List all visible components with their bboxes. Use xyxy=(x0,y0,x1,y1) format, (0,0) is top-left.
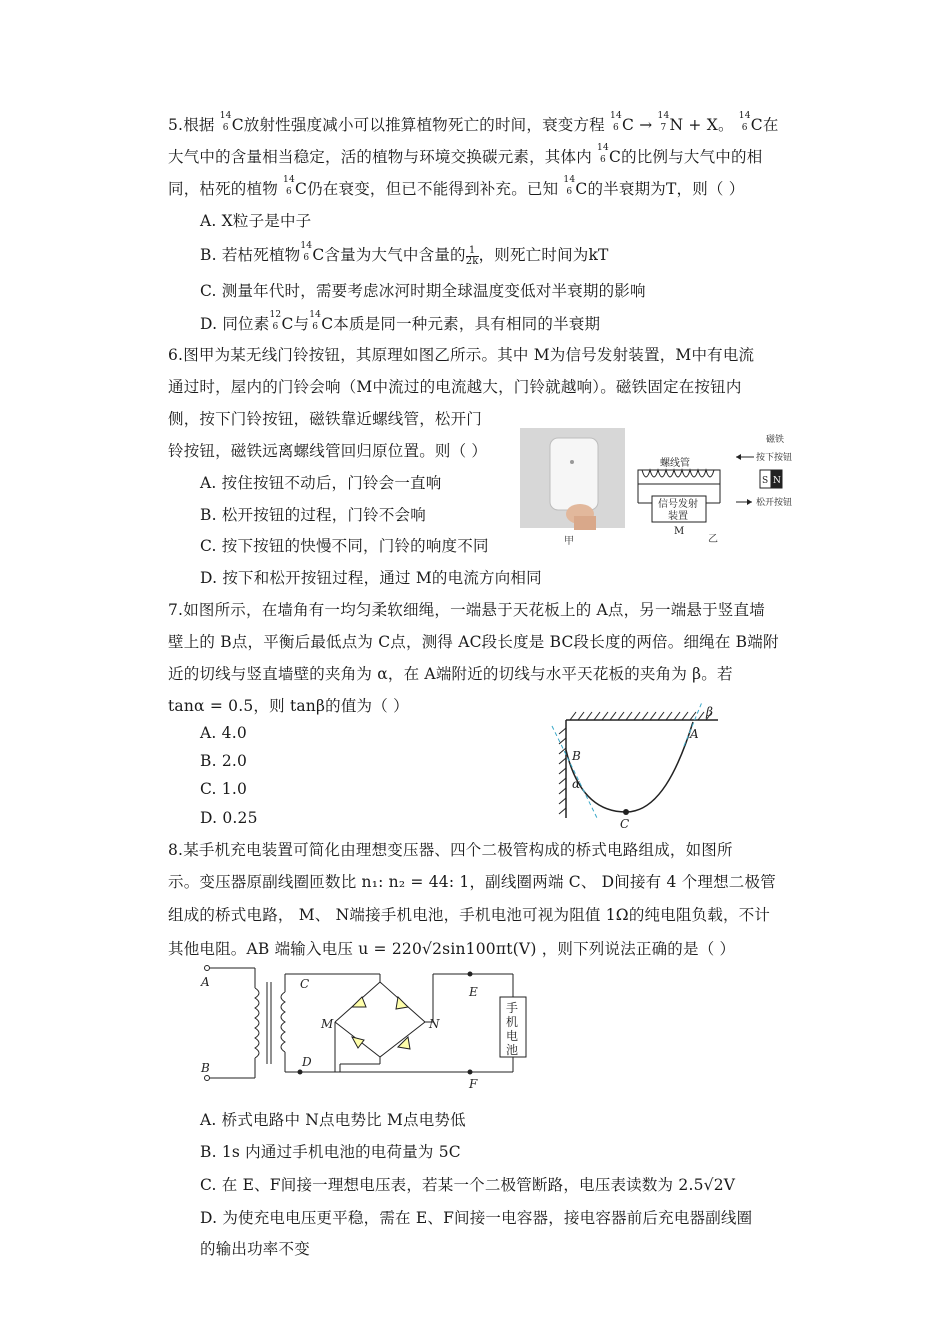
q7-option-b: B. 2.0 xyxy=(200,752,248,770)
rope-wall-diagram xyxy=(548,700,738,835)
fig-label-yi: 乙 xyxy=(708,534,718,545)
q5-option-b: B. 若枯死植物 14 6 C含量为大气中含量的 $\frac{1}{2k}$ ，则死亡时间为kT xyxy=(200,241,609,267)
q8-option-a: A. 桥式电路中 N点电势比 M点电势低 xyxy=(200,1111,466,1129)
magnet-s-pole: S xyxy=(762,476,769,486)
q5-option-d: D. 同位素 12 6 C与 14 6 C本质是同一种元素，具有相同的半衰期 xyxy=(200,310,601,333)
terminal-e-label: E xyxy=(469,985,478,999)
q6-line-2: 通过时，屋内的门铃会响（M中流过的电流越大，门铃就越响）。磁铁固定在按钮内 xyxy=(168,378,742,396)
fraction-1-over-2k: $\frac{1}{2k}$ xyxy=(465,244,479,267)
angle-alpha-label: α xyxy=(572,777,581,791)
terminal-b-label: B xyxy=(201,1061,210,1075)
battery-label-2: 机 xyxy=(506,1015,519,1029)
fig-label-jia: 甲 xyxy=(564,536,574,547)
battery-label-4: 池 xyxy=(506,1043,519,1057)
q7-option-c: C. 1.0 xyxy=(200,780,248,798)
fig-label-press: 按下按钮 xyxy=(756,453,793,463)
q6-option-c: C. 按下按钮的快慢不同，门铃的响度不同 xyxy=(200,537,489,555)
node-n-label: N xyxy=(429,1017,440,1031)
angle-beta-label: β xyxy=(706,705,713,719)
node-m-label: M xyxy=(321,1017,334,1031)
q8-option-d-line-1: D. 为使充电电压更平稳，需在 E、F间接一电容器，接电容器前后充电器副线圈 xyxy=(200,1209,753,1227)
q7-option-a: A. 4.0 xyxy=(200,724,247,742)
q6-option-b: B. 松开按钮的过程，门铃不会响 xyxy=(200,506,426,524)
q8-option-b: B. 1s 内通过手机电池的电荷量为 5C xyxy=(200,1143,461,1161)
point-b-label: B xyxy=(572,749,581,763)
q6-line-4: 铃按钮，磁铁远离螺线管回归原位置。则（ ） xyxy=(168,442,488,460)
terminal-a-label: A xyxy=(201,975,210,989)
fig-label-solenoid: 螺线管 xyxy=(660,458,690,469)
q5-line-3: 同，枯死的植物 14 6 C仍在衰变，但已不能得到补充。已知 14 6 C的半衰期为T，则（ ） xyxy=(168,175,745,198)
q7-line-3: 近的切线与竖直墙壁的夹角为 α，在 A端附近的切线与水平天花板的夹角为 β。若 xyxy=(168,665,733,683)
terminal-f-label: F xyxy=(469,1077,478,1091)
q6-option-a: A. 按住按钮不动后，门铃会一直响 xyxy=(200,474,442,492)
doorbell-circuit-diagram xyxy=(630,428,820,548)
q5-option-a: A. X粒子是中子 xyxy=(200,212,312,230)
doorbell-photo xyxy=(520,428,625,548)
q8-option-d-line-2: 的输出功率不变 xyxy=(200,1240,310,1258)
q7-option-d: D. 0.25 xyxy=(200,809,258,827)
q6-line-1: 6.图甲为某无线门铃按钮，其原理如图乙所示。其中 M为信号发射装置，M中有电流 xyxy=(168,346,755,364)
battery-label-1: 手 xyxy=(506,1001,519,1015)
terminal-d-label: D xyxy=(302,1055,312,1069)
fig-label-release: 松开按钮 xyxy=(756,498,793,508)
fig-label-magnet: 磁铁 xyxy=(766,435,785,445)
q7-line-1: 7.如图所示，在墙角有一均匀柔软细绳，一端悬于天花板上的 A点，另一端悬于竖直墙 xyxy=(168,601,765,619)
q6-line-3: 侧，按下门铃按钮，磁铁靠近螺线管，松开门 xyxy=(168,410,483,428)
terminal-c-label: C xyxy=(300,977,310,991)
q8-line-2: 示。变压器原副线圈匝数比 n₁: n₂ = 44: 1，副线圈两端 C、 D间接有 4 个理想二极管 xyxy=(168,873,776,891)
q5-option-c: C. 测量年代时，需要考虑冰河时期全球温度变低对半衰期的影响 xyxy=(200,282,646,300)
q6-option-d: D. 按下和松开按钮过程，通过 M的电流方向相同 xyxy=(200,569,542,587)
bridge-rectifier-circuit xyxy=(195,962,555,1097)
point-a-label: A xyxy=(690,727,699,741)
q8-line-1: 8.某手机充电装置可简化由理想变压器、四个二极管构成的桥式电路组成，如图所 xyxy=(168,841,733,859)
q5-line-2: 大气中的含量相当稳定，活的植物与环境交换碳元素，其体内 14 6 C的比例与大气中的相 xyxy=(168,143,763,166)
q5-line-1: 5.根据 14 6 C放射性强度减小可以推算植物死亡的时间，衰变方程 14 6 C → 14 7 N + X。 14 6 C在 xyxy=(168,111,779,134)
point-c-label: C xyxy=(620,817,630,831)
magnet-n-pole: N xyxy=(773,476,781,486)
q8-line-4: 其他电阻。AB 端输入电压 u = 220√2sin100πt(V) ，则下列说法正确的是（ ） xyxy=(168,940,736,958)
q8-line-3: 组成的桥式电路， M、 N端接手机电池，手机电池可视为阻值 1Ω的纯电阻负载，不计 xyxy=(168,906,771,924)
fig-label-device-1: 信号发射 xyxy=(658,499,698,510)
q7-line-2: 壁上的 B点，平衡后最低点为 C点，测得 AC段长度是 BC段长度的两倍。细绳在 B端附 xyxy=(168,633,779,651)
fig-label-device-2: 装置 xyxy=(668,511,688,522)
fig-label-m: M xyxy=(674,526,685,537)
q8-option-c: C. 在 E、F间接一理想电压表，若某一个二极管断路，电压表读数为 2.5√2V xyxy=(200,1176,736,1194)
q7-line-4: tanα = 0.5，则 tanβ的值为（ ） xyxy=(168,697,409,715)
battery-label-3: 电 xyxy=(506,1029,519,1043)
